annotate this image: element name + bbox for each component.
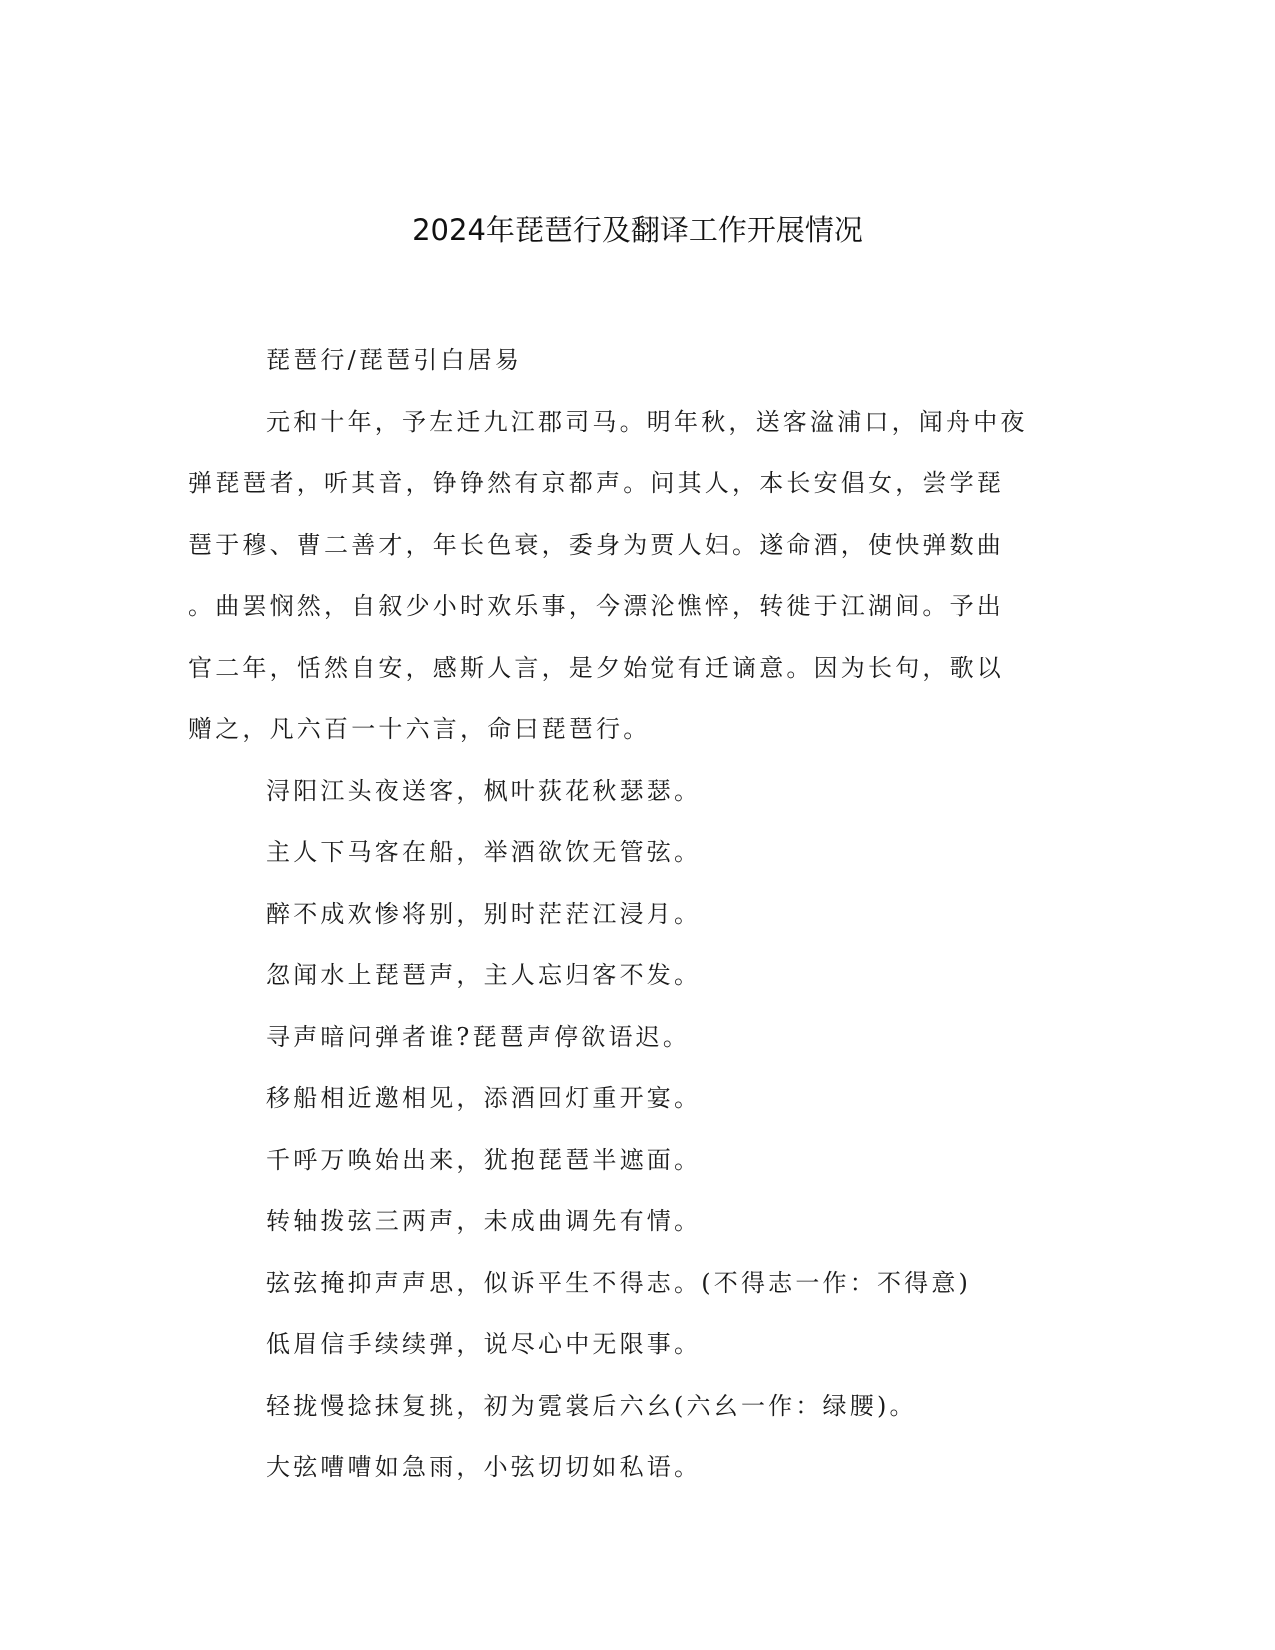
verse-line: 浔阳江头夜送客，枫叶荻花秋瑟瑟。 (266, 776, 702, 805)
document-body (188, 330, 1083, 1499)
verse-line: 醉不成欢惨将别，别时茫茫江浸月。 (266, 899, 702, 928)
verse-line: 寻声暗问弹者谁?琵琶声停欲语迟。 (266, 1022, 691, 1051)
verse-line: 弦弦掩抑声声思，似诉平生不得志。(不得志一作：不得意) (266, 1268, 972, 1297)
verse-line: 千呼万唤始出来，犹抱琵琶半遮面。 (266, 1145, 702, 1174)
verse-line: 移船相近邀相见，添酒回灯重开宴。 (266, 1084, 702, 1112)
preface-line: 元和十年，予左迁九江郡司马。明年秋，送客湓浦口，闻舟中夜 (266, 407, 1028, 436)
verse-line: 轻拢慢捻抹复挑，初为霓裳后六幺(六幺一作：绿腰)。 (266, 1391, 917, 1420)
verse-line: 大弦嘈嘈如急雨，小弦切切如私语。 (266, 1453, 702, 1481)
verse-line: 转轴拨弦三两声，未成曲调先有情。 (266, 1207, 702, 1235)
preface-line: 琶于穆、曹二善才，年长色衰，委身为贾人妇。遂命酒，使快弹数曲 (188, 530, 1004, 559)
verse-line: 主人下马客在船，举酒欲饮无管弦。 (266, 838, 702, 866)
preface-line: 。曲罢悯然，自叙少小时欢乐事，今漂沦憔悴，转徙于江湖间。予出 (188, 592, 1004, 620)
poem-heading: 琵琶行/琵琶引白居易 (266, 346, 523, 374)
page-title: 2024年琵琶行及翻译工作开展情况 (412, 213, 863, 247)
preface-paragraph (188, 392, 1083, 761)
verse-line: 低眉信手续续弹，说尽心中无限事。 (266, 1330, 702, 1358)
preface-line: 赠之，凡六百一十六言，命曰琵琶行。 (188, 715, 651, 743)
preface-line: 官二年，恬然自安，感斯人言，是夕始觉有迁谪意。因为长句，歌以 (188, 653, 1004, 682)
verse-line: 忽闻水上琵琶声，主人忘归客不发。 (266, 961, 702, 989)
preface-line: 弹琵琶者，听其音，铮铮然有京都声。问其人，本长安倡女，尝学琵 (188, 469, 1004, 497)
